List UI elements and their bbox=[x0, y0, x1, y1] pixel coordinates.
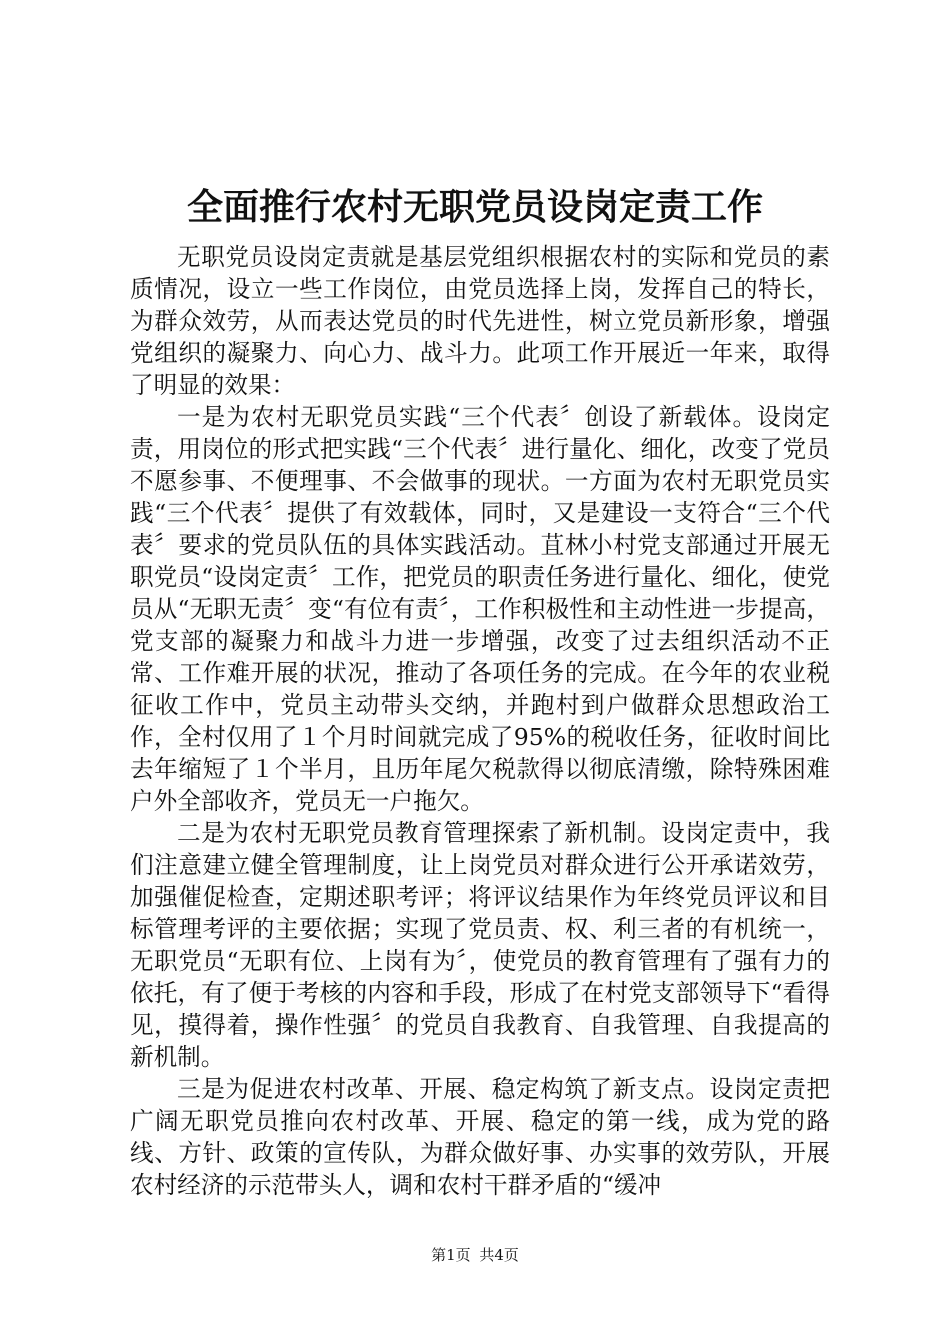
paragraph-intro: 无职党员设岗定责就是基层党组织根据农村的实际和党员的素质情况，设立一些工作岗位，由党员选择上岗，发挥自己的特长，为群众效劳，从而表达党员的时代先进性，树立党员新形象，增强党组织的凝聚力、向心力、战斗力。此项工作开展近一年来，取得了明显的效果： bbox=[130, 243, 830, 399]
paragraph-point-three: 三是为促进农村改革、开展、稳定构筑了新支点。设岗定责把广阔无职党员推向农村改革、开展、稳定的第一线，成为党的路线、方针、政策的宣传队，为群众做好事、办实事的效劳队，开展农村经济的示范带头人，调和农村干群矛盾的“缓冲 bbox=[130, 1075, 830, 1199]
page-footer bbox=[0, 1244, 950, 1266]
page-number-total: 共4页 bbox=[479, 1246, 519, 1264]
page-title: 全面推行农村无职党员设岗定责工作 bbox=[186, 187, 763, 228]
paragraph-point-two: 二是为农村无职党员教育管理探索了新机制。设岗定责中，我们注意建立健全管理制度，让上岗党员对群众进行公开承诺效劳，加强催促检查，定期述职考评；将评议结果作为年终党员评议和目标管理考评的主要依据；实现了党员责、权、利三者的有机统一，无职党员“无职有位、上岗有为〞，使党员的教育管理有了强有力的依托，有了便于考核的内容和手段，形成了在村党支部领导下“看得见，摸得着，操作性强〞的党员自我教育、自我管理、自我提高的新机制。 bbox=[130, 819, 830, 1071]
paragraph-point-one: 一是为农村无职党员实践“三个代表〞创设了新载体。设岗定责，用岗位的形式把实践“三个代表〞进行量化、细化，改变了党员不愿参事、不便理事、不会做事的现状。一方面为农村无职党员实践“三个代表〞提供了有效载体，同时，又是建设一支符合“三个代表〞要求的党员队伍的具体实践活动。苴林小村党支部通过开展无职党员“设岗定责〞工作，把党员的职责任务进行量化、细化，使党员从“无职无责〞变“有位有责〞，工作积极性和主动性进一步提高，党支部的凝聚力和战斗力进一步增强，改变了过去组织活动不正常、工作难开展的状况，推动了各项任务的完成。在今年的农业税征收工作中，党员主动带头交纳，并跑村到户做群众思想政治工作，全村仅用了１个月时间就完成了95%的税收任务，征收时间比去年缩短了１个半月，且历年尾欠税款得以彻底清缴，除特殊困难户外全部收齐，党员无一户拖欠。 bbox=[130, 403, 830, 815]
document-body bbox=[130, 241, 830, 1201]
page-number-current: 第1页 bbox=[431, 1246, 471, 1264]
